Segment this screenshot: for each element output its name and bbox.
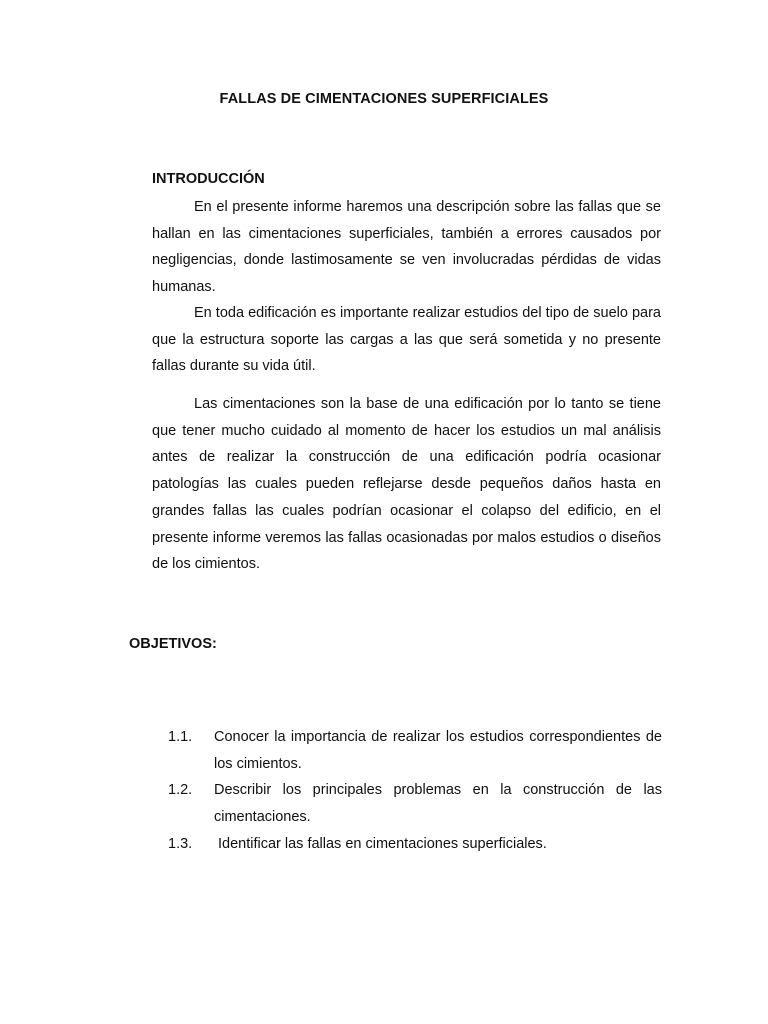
objective-number: 1.3. [168, 835, 193, 852]
intro-paragraph-3: Las cimentaciones son la base de una edificación por lo tanto se tiene que tener mucho cuidado al momento de hacer los estudios un mal análisis antes de realizar la construcción de una edificación podría ocasionar patologías las cuales pueden reflejarse desde pequeños daños hasta en grandes fallas las cuales podrían ocasionar el colapso del edificio, en el presente informe veremos las fallas ocasionadas por malos estudios o diseños de los cimientos. [152, 396, 661, 573]
objectives-list [168, 724, 662, 858]
objective-text: Conocer la importancia de realizar los estudios correspondientes de los cimientos. [214, 729, 662, 772]
objectives-heading: OBJETIVOS: [129, 636, 217, 652]
objective-item [168, 777, 662, 830]
objective-item [168, 724, 662, 777]
objective-number: 1.2. [168, 782, 193, 799]
intro-paragraph-1: En el presente informe haremos una descripción sobre las fallas que se hallan en las cimentaciones superficiales, también a errores causados por negligencias, donde lastimosamente se ven involucradas pérdidas de vidas humanas. [152, 199, 661, 296]
objective-number: 1.1. [168, 729, 193, 745]
introduction-heading: INTRODUCCIÓN [152, 171, 265, 187]
objective-item [168, 831, 662, 858]
intro-paragraph-2: En toda edificación es importante realizar estudios del tipo de suelo para que la estructura soporte las cargas a las que será sometida y no presente fallas durante su vida útil. [152, 305, 661, 375]
document-title: FALLAS DE CIMENTACIONES SUPERFICIALES [219, 91, 549, 107]
objective-text: Describir los principales problemas en la construcción de las cimentaciones. [214, 782, 662, 826]
objective-text: Identificar las fallas en cimentaciones superficiales. [218, 835, 547, 852]
